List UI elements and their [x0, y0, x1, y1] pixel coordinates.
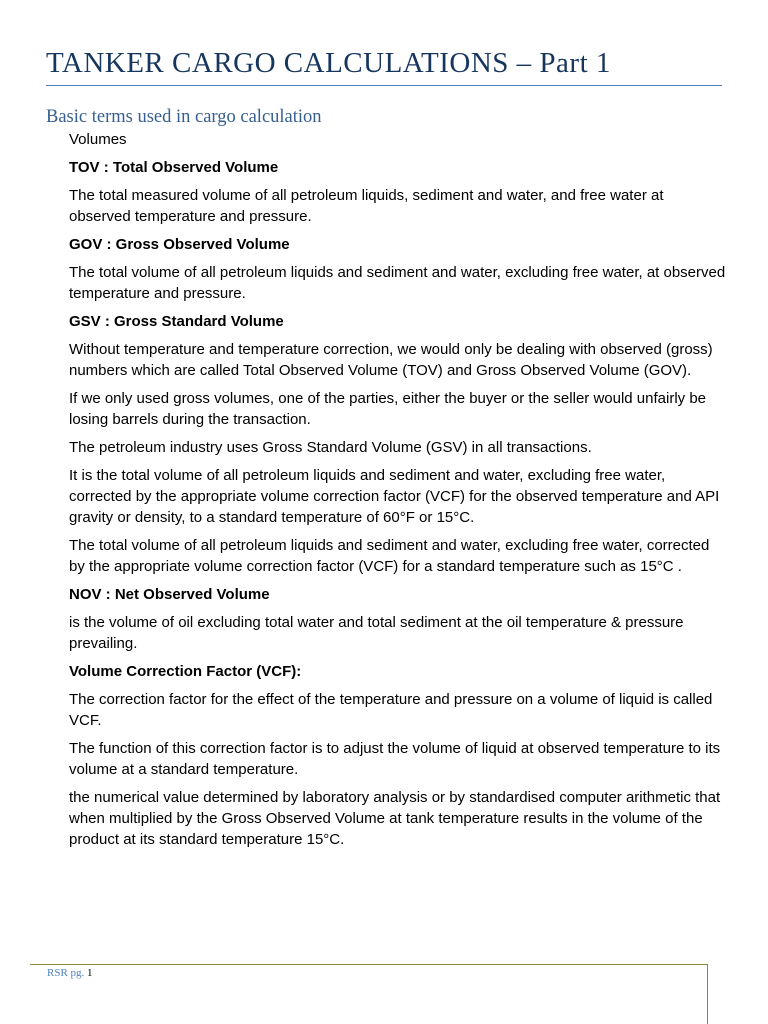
paragraph-vcf-definition: The correction factor for the effect of the temperature and pressure on a volume of liquid is called VCF.	[69, 691, 713, 729]
term-gov: GOV : Gross Observed Volume	[69, 236, 290, 253]
paragraph-volumes: Volumes	[69, 131, 127, 148]
paragraph-tov-definition: The total measured volume of all petroleum liquids, sediment and water, and free water at observed temperature and pressure.	[69, 187, 664, 225]
paragraph-gsv-intro: Without temperature and temperature correction, we would only be dealing with observed (gross) numbers which are called Total Observed Volume (TOV) and Gross Observed Volume (GOV).	[69, 341, 713, 379]
paragraph-vcf-function: The function of this correction factor is to adjust the volume of liquid at observed temperature to its volume at a standard temperature.	[69, 740, 721, 778]
page-title: TANKER CARGO CALCULATIONS – Part 1	[46, 44, 722, 86]
page-footer	[47, 967, 93, 979]
footer-rule	[30, 964, 708, 965]
term-gsv: GSV : Gross Standard Volume	[69, 313, 284, 330]
paragraph-gsv-gross: If we only used gross volumes, one of the parties, either the buyer or the seller would unfairly be losing barrels during the transaction.	[69, 390, 707, 428]
term-vcf: Volume Correction Factor (VCF):	[69, 663, 302, 680]
page-number: 1	[87, 967, 93, 979]
term-tov: TOV : Total Observed Volume	[69, 159, 279, 176]
term-nov: NOV : Net Observed Volume	[69, 586, 270, 603]
footer-label: RSR pg.	[47, 967, 88, 979]
section-heading: Basic terms used in cargo calculation	[46, 107, 322, 127]
document-body	[69, 129, 729, 857]
paragraph-gsv-definition: It is the total volume of all petroleum liquids and sediment and water, excluding free water, corrected by the appropriate volume correction factor (VCF) for the observed temperature and API gravity or density, to a standard temperature of 60°F or 15°C.	[69, 467, 720, 526]
paragraph-nov-definition: is the volume of oil excluding total water and total sediment at the oil temperature & pressure prevailing.	[69, 614, 684, 652]
paragraph-gsv-industry: The petroleum industry uses Gross Standard Volume (GSV) in all transactions.	[69, 439, 592, 456]
paragraph-gov-definition: The total volume of all petroleum liquids and sediment and water, excluding free water, at observed temperature and pressure.	[69, 264, 726, 302]
paragraph-gsv-standard: The total volume of all petroleum liquids and sediment and water, excluding free water, corrected by the appropriate volume correction factor (VCF) for a standard temperature such as 15°C .	[69, 537, 710, 575]
footer-border	[707, 964, 708, 1024]
paragraph-vcf-numerical: the numerical value determined by laboratory analysis or by standardised computer arithmetic that when multiplied by the Gross Observed Volume at tank temperature results in the volume of the product at its standard temperature 15°C.	[69, 789, 721, 848]
